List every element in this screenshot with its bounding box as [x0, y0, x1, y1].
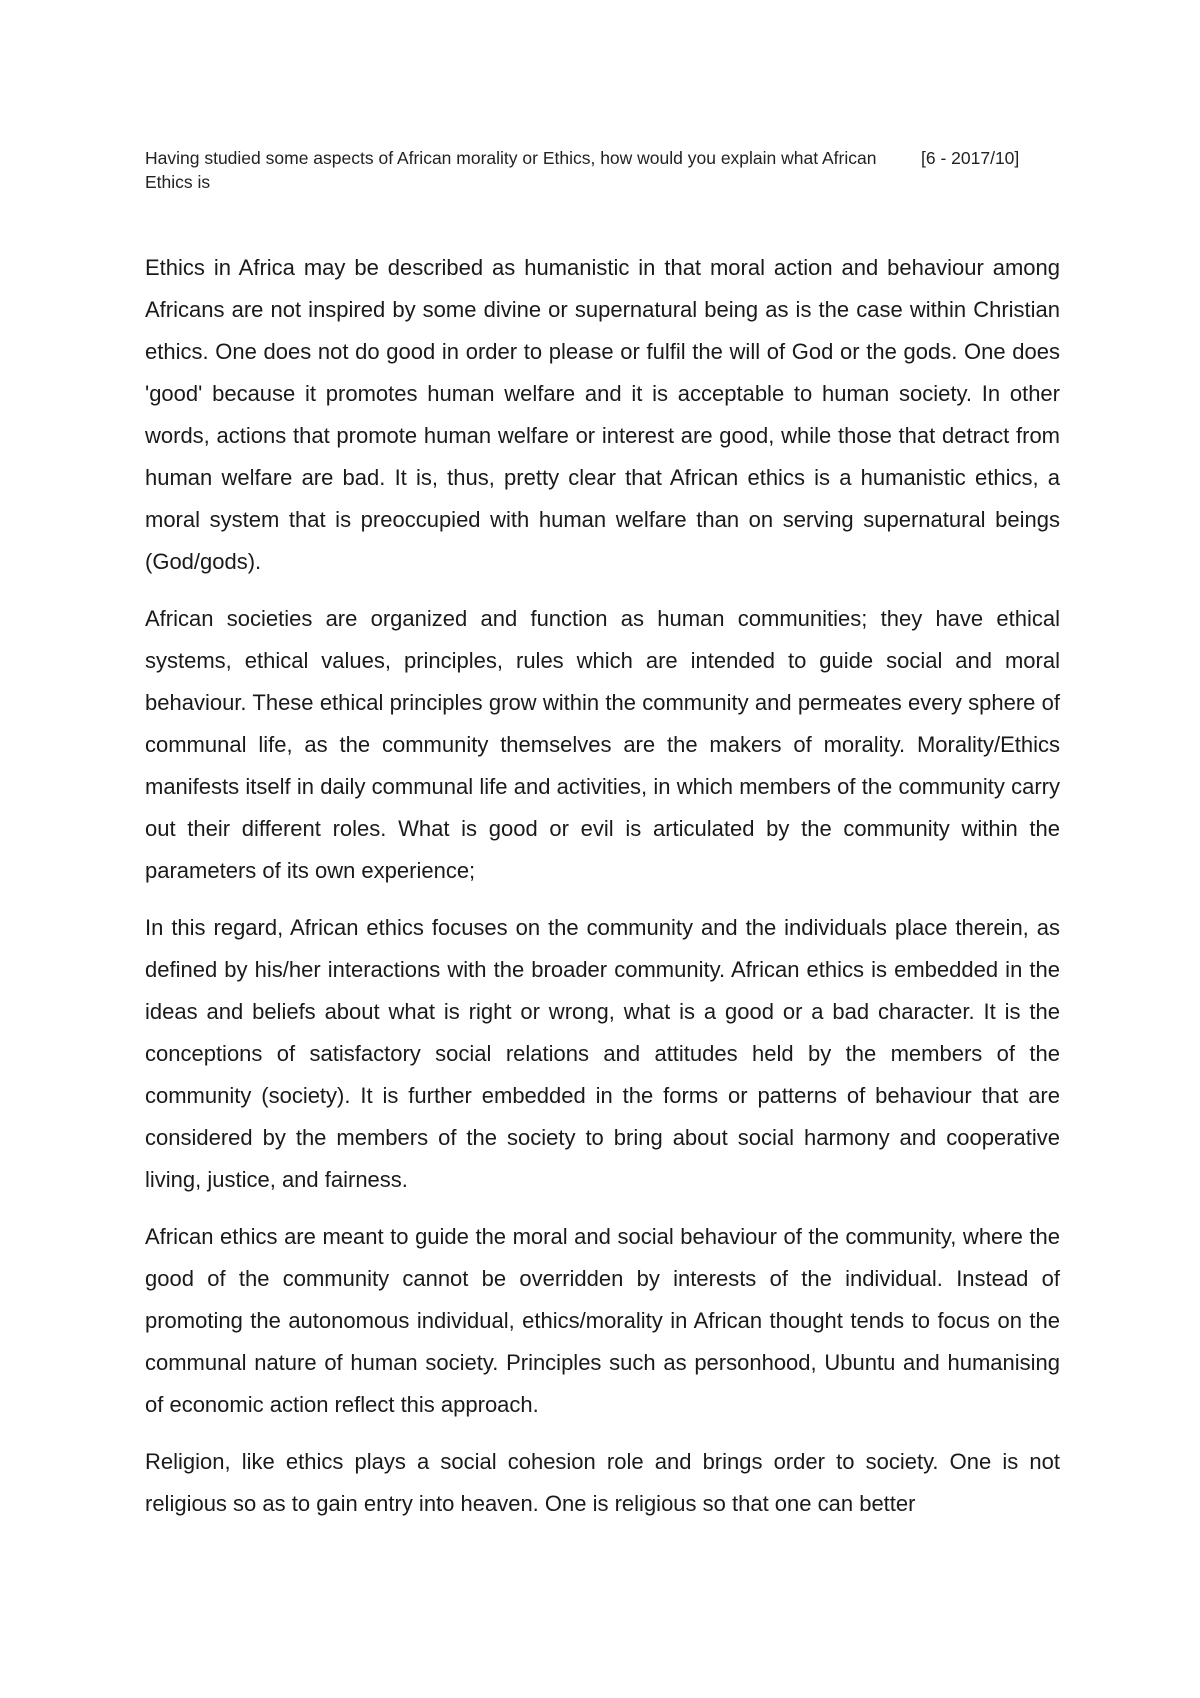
- paragraph: Religion, like ethics plays a social cohesion role and brings order to society. One is not religious so as to gain entry into heaven. One is religious so that one can better: [145, 1449, 1060, 1516]
- paragraph: African ethics are meant to guide the moral and social behaviour of the community, where the good of the community cannot be overridden by interests of the individual. Instead of promoting the autonomous individual, ethics/morality in African thought tends to focus on the communal nature of human society. Principles such as personhood, Ubuntu and humanising of economic action reflect this approach.: [145, 1224, 1060, 1417]
- question-reference: [6 - 2017/10]: [921, 148, 1020, 168]
- paragraph: In this regard, African ethics focuses on the community and the individuals place therein, as defined by his/her interactions with the broader community. African ethics is embedded in the ideas and beliefs about what is right or wrong, what is a good or a bad character. It is the conceptions of satisfactory social relations and attitudes held by the members of the community (society). It is further embedded in the forms or patterns of behaviour that are considered by the members of the society to bring about social harmony and cooperative living, justice, and fairness.: [145, 915, 1060, 1192]
- question-text: Having studied some aspects of African morality or Ethics, how would you explain what African Ethics is: [145, 148, 877, 192]
- paragraph: African societies are organized and function as human communities; they have ethical systems, ethical values, principles, rules which are intended to guide social and moral behaviour. These ethical principles grow within the community and permeates every sphere of communal life, as the community themselves are the makers of morality. Morality/Ethics manifests itself in daily communal life and activities, in which members of the community carry out their different roles. What is good or evil is articulated by the community within the parameters of its own experience;: [145, 606, 1060, 883]
- paragraph: Ethics in Africa may be described as humanistic in that moral action and behaviour among Africans are not inspired by some divine or supernatural being as is the case within Christian ethics. One does not do good in order to please or fulfil the will of God or the gods. One does 'good' because it promotes human welfare and it is acceptable to human society. In other words, actions that promote human welfare or interest are good, while those that detract from human welfare are bad. It is, thus, pretty clear that African ethics is a humanistic ethics, a moral system that is preoccupied with human welfare than on serving supernatural beings (God/gods).: [145, 255, 1060, 574]
- essay-body: [145, 247, 1060, 1540]
